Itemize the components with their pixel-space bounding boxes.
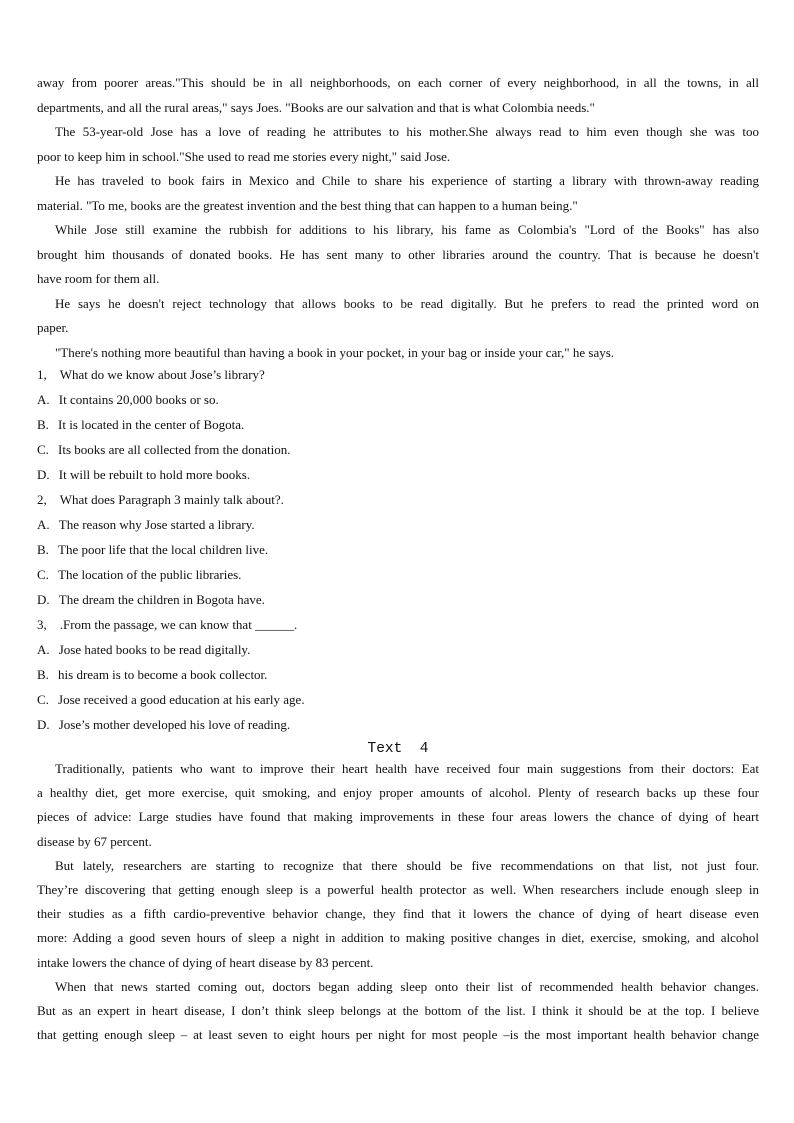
passage-line: He says he doesn't reject technology that allows books to be read digitally. But he prefers to read the printed word on — [55, 295, 759, 311]
question-line — [37, 362, 759, 387]
option-label: C. — [37, 442, 59, 457]
question-stem: .From the passage, we can know that ______. — [59, 617, 298, 632]
question-stem: What do we know about Jose’s library? — [59, 367, 265, 382]
option-line — [37, 462, 759, 487]
passage-line: away from poorer areas."This should be in all neighborhoods, on each corner of every neighborhood, in all the towns, in all — [37, 75, 759, 90]
passage-line: But lately, researchers are starting to recognize that there should be five recommendations on that list, not just four. — [55, 857, 759, 873]
option-text: It is located in the center of Bogota. — [58, 417, 245, 432]
passage-line: He has traveled to book fairs in Mexico and Chile to share his experience of starting a library with thrown-away reading — [55, 173, 759, 188]
option-line — [37, 387, 759, 412]
question-line — [37, 487, 759, 512]
questions-section — [37, 362, 759, 737]
option-label: B. — [37, 667, 59, 682]
passage-line: disease by 67 percent. — [37, 833, 152, 849]
passage-line: more: Adding a good seven hours of sleep a night in addition to making positive changes in diet, exercise, smoking, and alcohol — [37, 930, 759, 946]
option-label: D. — [37, 467, 59, 482]
question-line — [37, 612, 759, 637]
passage-line: poor to keep him in school."She used to read me stories every night," said Jose. — [37, 148, 451, 164]
option-line — [37, 712, 759, 737]
passage-line: departments, and all the rural areas," says Joes. "Books are our salvation and that is what Colombia needs." — [37, 99, 595, 115]
option-line — [37, 662, 759, 687]
option-text: The dream the children in Bogota have. — [58, 592, 265, 607]
option-label: A. — [37, 517, 59, 532]
option-line — [37, 587, 759, 612]
option-text: Jose’s mother developed his love of reading. — [58, 717, 291, 732]
passage-line: paper. — [37, 320, 69, 335]
question-number: 1, — [37, 367, 60, 382]
option-line — [37, 412, 759, 437]
option-label: D. — [37, 592, 59, 607]
option-label: C. — [37, 692, 59, 707]
passage-line: While Jose still examine the rubbish for additions to his library, his fame as Colombia's "Lord of the Books" has also — [55, 222, 759, 237]
passage-line: They’re discovering that getting enough sleep is a powerful health protector as well. When researchers include enough sleep in — [37, 881, 759, 897]
option-text: The location of the public libraries. — [58, 567, 242, 582]
question-number: 2, — [37, 492, 60, 507]
passage-jose — [37, 71, 759, 365]
option-text: The poor life that the local children live. — [58, 542, 269, 557]
passage-line: Traditionally, patients who want to improve their heart health have received four main suggestions from their doctors: Eat — [55, 761, 759, 776]
option-label: A. — [37, 642, 59, 657]
option-line — [37, 687, 759, 712]
option-text: It will be rebuilt to hold more books. — [58, 467, 251, 482]
option-text: Jose received a good education at his early age. — [58, 692, 305, 707]
passage-line: intake lowers the chance of dying of heart disease by 83 percent. — [37, 954, 374, 970]
passage-line: brought him thousands of donated books. He has sent many to other libraries around the country. That is because he doesn't — [37, 246, 759, 262]
option-label: B. — [37, 542, 59, 557]
passage-line: material. "To me, books are the greatest invention and the best thing that can happen to a human being." — [37, 197, 578, 213]
option-label: A. — [37, 392, 59, 407]
option-text: Jose hated books to be read digitally. — [58, 642, 251, 657]
option-line — [37, 562, 759, 587]
passage-line: The 53-year-old Jose has a love of reading he attributes to his mother.She always read to him even though she was too — [55, 124, 759, 139]
option-label: D. — [37, 717, 59, 732]
option-line — [37, 637, 759, 662]
option-text: his dream is to become a book collector. — [58, 667, 268, 682]
passage-line: When that news started coming out, doctors began adding sleep onto their list of recommended health behavior changes. — [55, 978, 759, 994]
option-text: It contains 20,000 books or so. — [58, 392, 219, 407]
passage-line: But as an expert in heart disease, I don’t think sleep belongs at the bottom of the list. I think it should be at the top. I believe — [37, 1002, 759, 1018]
passage-text4 — [37, 757, 759, 1047]
passage-line: a healthy diet, get more exercise, quit smoking, and enjoy proper amounts of alcohol. Plenty of research backs up these four — [37, 785, 759, 801]
option-text: The reason why Jose started a library. — [58, 517, 255, 532]
passage-line: pieces of advice: Large studies have found that making improvements in these four areas lowers the chance of dying of heart — [37, 809, 759, 825]
option-line — [37, 512, 759, 537]
option-label: C. — [37, 567, 59, 582]
option-label: B. — [37, 417, 59, 432]
option-line — [37, 437, 759, 462]
option-text: Its books are all collected from the donation. — [58, 442, 291, 457]
passage-line: their studies as a fifth cardio-preventive behavior change, they find that it lowers the chance of dying of heart disease even — [37, 906, 759, 922]
option-line — [37, 537, 759, 562]
question-number: 3, — [37, 617, 60, 632]
passage-line: that getting enough sleep – at least seven to eight hours per night for most people –is the most important health behavior change — [37, 1027, 759, 1043]
passage-line: have room for them all. — [37, 271, 160, 286]
passage-line: "There's nothing more beautiful than having a book in your pocket, in your bag or inside your car," he says. — [55, 344, 615, 360]
question-stem: What does Paragraph 3 mainly talk about?. — [59, 492, 284, 507]
section-heading: Text 4 — [367, 741, 429, 757]
